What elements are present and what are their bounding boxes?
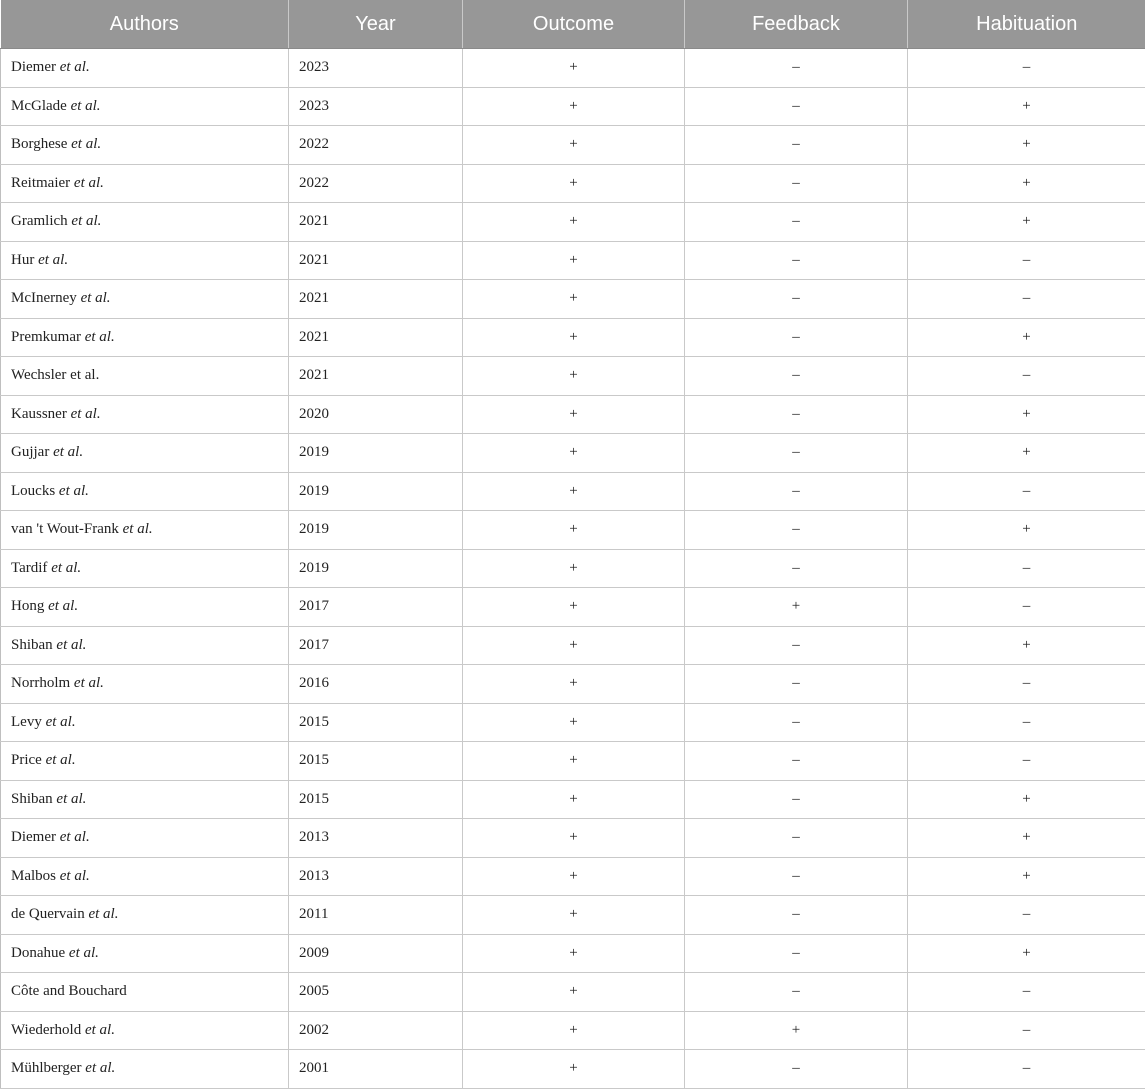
cell-authors — [1, 626, 289, 665]
cell-feedback: + — [685, 1011, 908, 1050]
cell-habituation: – — [908, 703, 1145, 742]
cell-authors — [1, 588, 289, 627]
author-name: Shiban — [11, 637, 53, 653]
cell-habituation: + — [908, 857, 1145, 896]
cell-authors — [1, 49, 289, 88]
author-suffix: et al. — [74, 175, 104, 191]
cell-habituation: – — [908, 742, 1145, 781]
table-row — [1, 896, 1145, 935]
table-row — [1, 395, 1145, 434]
table-row — [1, 588, 1145, 627]
table-row — [1, 549, 1145, 588]
cell-year: 2021 — [289, 280, 463, 319]
cell-habituation: – — [908, 896, 1145, 935]
cell-feedback: – — [685, 1050, 908, 1089]
cell-feedback: – — [685, 395, 908, 434]
cell-year: 2001 — [289, 1050, 463, 1089]
author-name: Hur — [11, 252, 34, 268]
table-row — [1, 819, 1145, 858]
cell-feedback: – — [685, 49, 908, 88]
author-suffix: et al. — [85, 1022, 115, 1038]
cell-year: 2013 — [289, 819, 463, 858]
author-suffix: et al. — [71, 406, 101, 422]
cell-outcome: + — [463, 780, 685, 819]
table-row — [1, 857, 1145, 896]
author-name: Wechsler et al. — [11, 367, 99, 383]
cell-outcome: + — [463, 49, 685, 88]
cell-authors — [1, 472, 289, 511]
cell-year: 2015 — [289, 742, 463, 781]
cell-authors — [1, 241, 289, 280]
author-name: Diemer — [11, 829, 56, 845]
cell-authors — [1, 1011, 289, 1050]
cell-year: 2015 — [289, 703, 463, 742]
cell-habituation: – — [908, 549, 1145, 588]
cell-outcome: + — [463, 87, 685, 126]
table-row — [1, 203, 1145, 242]
table-row — [1, 934, 1145, 973]
cell-outcome: + — [463, 819, 685, 858]
cell-authors — [1, 819, 289, 858]
table-body — [1, 49, 1145, 1089]
cell-feedback: + — [685, 588, 908, 627]
author-suffix: et al. — [85, 329, 115, 345]
author-name: Wiederhold — [11, 1022, 81, 1038]
cell-authors — [1, 549, 289, 588]
table-row — [1, 241, 1145, 280]
author-name: Mühlberger — [11, 1060, 82, 1076]
author-name: Loucks — [11, 483, 55, 499]
cell-year: 2023 — [289, 49, 463, 88]
cell-year: 2016 — [289, 665, 463, 704]
table-header — [1, 0, 1145, 49]
cell-habituation: – — [908, 241, 1145, 280]
cell-habituation: + — [908, 318, 1145, 357]
table-row — [1, 665, 1145, 704]
cell-outcome: + — [463, 665, 685, 704]
table-row — [1, 472, 1145, 511]
cell-authors — [1, 395, 289, 434]
cell-habituation: + — [908, 126, 1145, 165]
header-habituation: Habituation — [908, 0, 1145, 49]
author-name: Kaussner — [11, 406, 67, 422]
cell-year: 2009 — [289, 934, 463, 973]
cell-habituation: – — [908, 472, 1145, 511]
cell-outcome: + — [463, 126, 685, 165]
author-name: Borghese — [11, 136, 67, 152]
cell-feedback: – — [685, 318, 908, 357]
cell-habituation: + — [908, 934, 1145, 973]
table-row — [1, 434, 1145, 473]
cell-year: 2021 — [289, 203, 463, 242]
cell-authors — [1, 1050, 289, 1089]
cell-outcome: + — [463, 241, 685, 280]
cell-outcome: + — [463, 973, 685, 1012]
cell-outcome: + — [463, 742, 685, 781]
author-suffix: et al. — [71, 136, 101, 152]
cell-feedback: – — [685, 203, 908, 242]
author-suffix: et al. — [71, 213, 101, 229]
cell-year: 2017 — [289, 626, 463, 665]
cell-outcome: + — [463, 1011, 685, 1050]
cell-outcome: + — [463, 203, 685, 242]
cell-year: 2011 — [289, 896, 463, 935]
cell-year: 2019 — [289, 434, 463, 473]
cell-outcome: + — [463, 703, 685, 742]
author-name: Tardif — [11, 560, 47, 576]
author-suffix: et al. — [60, 868, 90, 884]
cell-habituation: – — [908, 588, 1145, 627]
cell-feedback: – — [685, 780, 908, 819]
author-suffix: et al. — [123, 521, 153, 537]
cell-year: 2021 — [289, 318, 463, 357]
author-suffix: et al. — [74, 675, 104, 691]
cell-feedback: – — [685, 934, 908, 973]
cell-year: 2019 — [289, 472, 463, 511]
author-name: Gujjar — [11, 444, 49, 460]
cell-authors — [1, 973, 289, 1012]
author-name: Donahue — [11, 945, 65, 961]
author-suffix: et al. — [81, 290, 111, 306]
cell-outcome: + — [463, 395, 685, 434]
cell-year: 2002 — [289, 1011, 463, 1050]
cell-year: 2013 — [289, 857, 463, 896]
cell-authors — [1, 203, 289, 242]
table-row — [1, 626, 1145, 665]
cell-outcome: + — [463, 588, 685, 627]
cell-feedback: – — [685, 280, 908, 319]
table-row — [1, 1050, 1145, 1089]
header-authors: Authors — [1, 0, 289, 49]
author-name: Shiban — [11, 791, 53, 807]
cell-authors — [1, 164, 289, 203]
author-suffix: et al. — [56, 791, 86, 807]
author-suffix: et al. — [85, 1060, 115, 1076]
cell-habituation: + — [908, 87, 1145, 126]
cell-outcome: + — [463, 318, 685, 357]
cell-outcome: + — [463, 472, 685, 511]
author-name: McInerney — [11, 290, 77, 306]
cell-year: 2017 — [289, 588, 463, 627]
table-row — [1, 703, 1145, 742]
cell-authors — [1, 857, 289, 896]
cell-year: 2019 — [289, 549, 463, 588]
cell-habituation: + — [908, 626, 1145, 665]
cell-habituation: + — [908, 164, 1145, 203]
author-suffix: et al. — [38, 252, 68, 268]
cell-habituation: – — [908, 1050, 1145, 1089]
author-name: van 't Wout-Frank — [11, 521, 119, 537]
cell-outcome: + — [463, 896, 685, 935]
cell-year: 2019 — [289, 511, 463, 550]
table-row — [1, 973, 1145, 1012]
cell-outcome: + — [463, 549, 685, 588]
cell-outcome: + — [463, 357, 685, 396]
cell-feedback: – — [685, 626, 908, 665]
header-feedback: Feedback — [685, 0, 908, 49]
cell-habituation: + — [908, 819, 1145, 858]
cell-year: 2005 — [289, 973, 463, 1012]
cell-authors — [1, 280, 289, 319]
cell-feedback: – — [685, 703, 908, 742]
author-suffix: et al. — [51, 560, 81, 576]
cell-feedback: – — [685, 742, 908, 781]
author-name: Reitmaier — [11, 175, 70, 191]
author-suffix: et al. — [60, 829, 90, 845]
cell-outcome: + — [463, 434, 685, 473]
cell-habituation: – — [908, 357, 1145, 396]
header-year: Year — [289, 0, 463, 49]
author-name: Price — [11, 752, 42, 768]
table-row — [1, 780, 1145, 819]
cell-habituation: – — [908, 973, 1145, 1012]
author-name: Premkumar — [11, 329, 81, 345]
table-row — [1, 126, 1145, 165]
table-row — [1, 280, 1145, 319]
author-name: Levy — [11, 714, 42, 730]
cell-year: 2021 — [289, 241, 463, 280]
cell-habituation: + — [908, 511, 1145, 550]
cell-feedback: – — [685, 87, 908, 126]
author-name: de Quervain — [11, 906, 85, 922]
author-suffix: et al. — [59, 483, 89, 499]
cell-habituation: – — [908, 1011, 1145, 1050]
cell-feedback: – — [685, 241, 908, 280]
author-name: Hong — [11, 598, 44, 614]
cell-authors — [1, 511, 289, 550]
cell-habituation: + — [908, 780, 1145, 819]
cell-authors — [1, 780, 289, 819]
cell-outcome: + — [463, 1050, 685, 1089]
cell-feedback: – — [685, 126, 908, 165]
author-name: Malbos — [11, 868, 56, 884]
author-suffix: et al. — [46, 752, 76, 768]
author-suffix: et al. — [60, 59, 90, 75]
cell-feedback: – — [685, 472, 908, 511]
cell-feedback: – — [685, 357, 908, 396]
cell-outcome: + — [463, 511, 685, 550]
table-row — [1, 49, 1145, 88]
cell-authors — [1, 742, 289, 781]
cell-authors — [1, 87, 289, 126]
cell-year: 2020 — [289, 395, 463, 434]
cell-year: 2023 — [289, 87, 463, 126]
author-name: Norrholm — [11, 675, 70, 691]
cell-outcome: + — [463, 626, 685, 665]
cell-authors — [1, 703, 289, 742]
table-row — [1, 87, 1145, 126]
cell-feedback: – — [685, 434, 908, 473]
author-suffix: et al. — [46, 714, 76, 730]
author-suffix: et al. — [48, 598, 78, 614]
author-name: Gramlich — [11, 213, 68, 229]
author-suffix: et al. — [71, 98, 101, 114]
table-row — [1, 1011, 1145, 1050]
cell-feedback: – — [685, 896, 908, 935]
cell-feedback: – — [685, 819, 908, 858]
cell-habituation: + — [908, 434, 1145, 473]
cell-authors — [1, 126, 289, 165]
header-row — [1, 0, 1145, 49]
table-row — [1, 357, 1145, 396]
cell-feedback: – — [685, 549, 908, 588]
table-row — [1, 164, 1145, 203]
cell-feedback: – — [685, 164, 908, 203]
cell-feedback: – — [685, 857, 908, 896]
cell-year: 2015 — [289, 780, 463, 819]
cell-habituation: – — [908, 49, 1145, 88]
author-name: Diemer — [11, 59, 56, 75]
table-row — [1, 318, 1145, 357]
cell-feedback: – — [685, 511, 908, 550]
cell-authors — [1, 434, 289, 473]
author-suffix: et al. — [53, 444, 83, 460]
cell-feedback: – — [685, 973, 908, 1012]
author-suffix: et al. — [88, 906, 118, 922]
table-row — [1, 511, 1145, 550]
author-suffix: et al. — [69, 945, 99, 961]
cell-habituation: – — [908, 280, 1145, 319]
cell-authors — [1, 934, 289, 973]
cell-habituation: + — [908, 203, 1145, 242]
cell-outcome: + — [463, 280, 685, 319]
author-name: Côte and Bouchard — [11, 983, 127, 999]
cell-authors — [1, 665, 289, 704]
cell-year: 2022 — [289, 126, 463, 165]
cell-authors — [1, 318, 289, 357]
cell-outcome: + — [463, 934, 685, 973]
header-outcome: Outcome — [463, 0, 685, 49]
table-row — [1, 742, 1145, 781]
author-suffix: et al. — [56, 637, 86, 653]
cell-habituation: + — [908, 395, 1145, 434]
author-name: McGlade — [11, 98, 67, 114]
cell-authors — [1, 357, 289, 396]
cell-outcome: + — [463, 857, 685, 896]
cell-habituation: – — [908, 665, 1145, 704]
cell-feedback: – — [685, 665, 908, 704]
cell-year: 2022 — [289, 164, 463, 203]
cell-year: 2021 — [289, 357, 463, 396]
cell-authors — [1, 896, 289, 935]
cell-outcome: + — [463, 164, 685, 203]
